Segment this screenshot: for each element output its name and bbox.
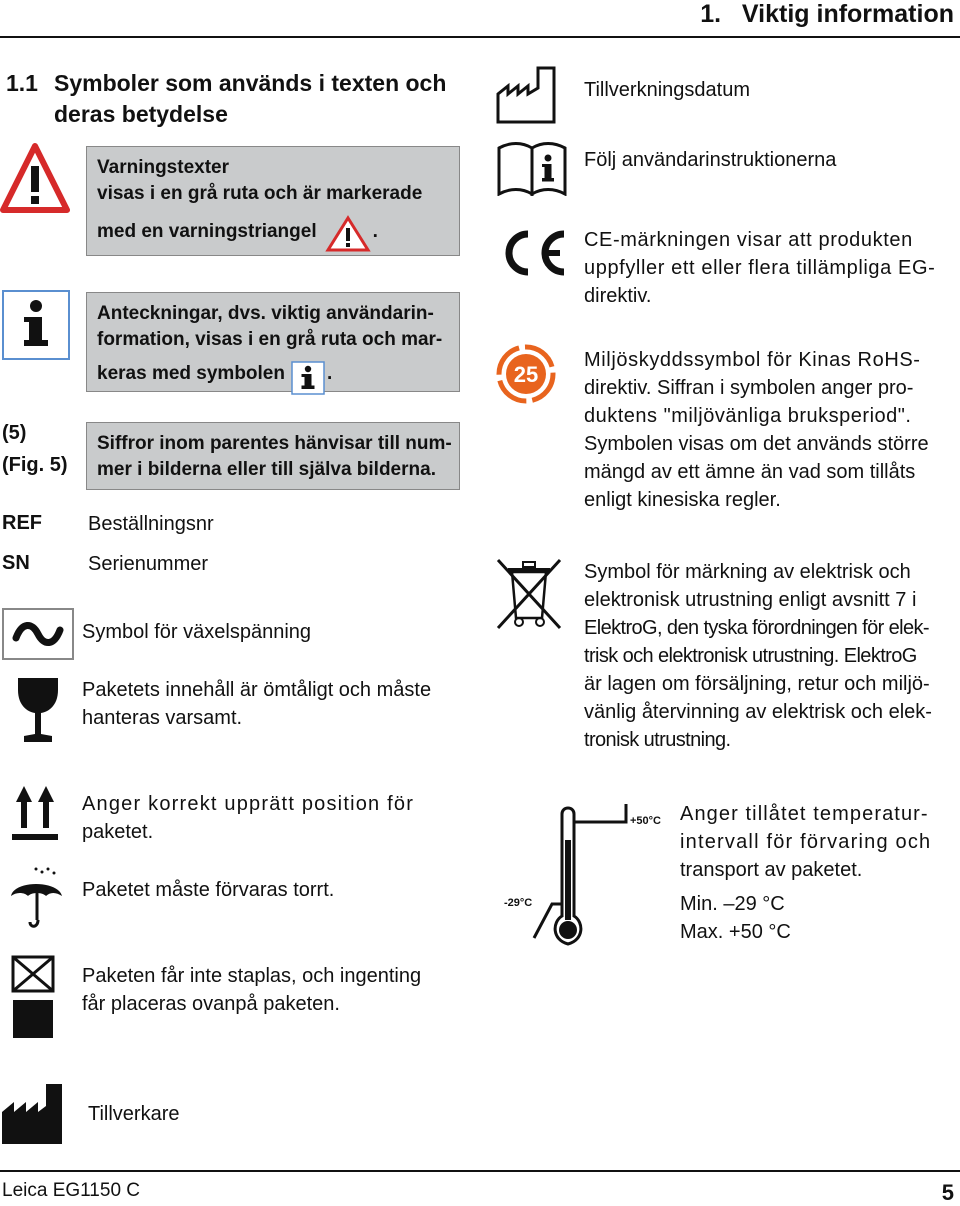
fragile-line2: hanteras varsamt. — [82, 707, 243, 729]
ce-text — [584, 226, 935, 310]
fragile-glass-icon — [14, 676, 62, 744]
warning-box — [86, 146, 460, 256]
figure-ref-label2: (Fig. 5) — [2, 454, 68, 476]
temp-min: Min. –29 °C — [680, 893, 785, 915]
dry-text: Paketet måste förvaras torrt. — [82, 879, 335, 901]
fragile-line1: Paketets innehåll är ömtåligt och måste — [82, 679, 432, 701]
ref-text: Beställningsnr — [88, 513, 214, 535]
warning-box-line2: visas i en grå ruta och är markerade — [97, 183, 423, 204]
rohs-line6: enligt kinesiska regler. — [584, 489, 781, 511]
weee-text — [584, 558, 932, 754]
notes-box-line3-end: . — [326, 363, 333, 384]
weee-line4: trisk och elektronisk utrustning. ElektroG — [584, 645, 917, 667]
upright-line1: Anger korrekt upprätt position för — [82, 793, 415, 815]
nostack-line2: får placeras ovanpå paketen. — [82, 993, 340, 1015]
nostack-text — [82, 962, 421, 1018]
ce-line3: direktiv. — [584, 285, 652, 307]
manufacturer-text: Tillverkare — [88, 1103, 180, 1125]
page-number: 5 — [941, 1180, 954, 1205]
temp-label-min: -29°C — [504, 897, 533, 909]
alternating-current-icon — [2, 608, 74, 660]
fragile-text — [82, 676, 431, 732]
this-way-up-icon — [10, 784, 60, 842]
notes-box-line1: Anteckningar, dvs. viktig användarin- — [97, 303, 434, 324]
rohs-line1: Miljöskyddssymbol för Kinas RoHS- — [584, 349, 921, 371]
notes-box-line3: keras med symbolen — [97, 363, 285, 384]
temp-line1: Anger tillåtet temperatur- — [680, 803, 929, 825]
section-title-line2: deras betydelse — [54, 101, 228, 127]
china-rohs-25-icon — [496, 344, 556, 404]
ce-mark-icon — [498, 228, 568, 278]
manufacturer-factory-icon — [0, 1082, 64, 1146]
warning-box-line3-end: . — [372, 221, 378, 242]
ref-label: REF — [2, 512, 42, 534]
footer-rule — [0, 1170, 960, 1172]
instructions-book-icon — [496, 140, 568, 196]
no-stacking-icon — [10, 954, 56, 1040]
notes-box — [86, 292, 460, 392]
footer-product: Leica EG1150 C — [2, 1180, 141, 1201]
rohs-text — [584, 346, 929, 514]
mfg-date-text: Tillverkningsdatum — [584, 79, 750, 101]
weee-line7: tronisk utrustning. — [584, 729, 731, 751]
header-rule — [0, 36, 960, 38]
weee-line6: vänlig återvinning av elektrisk och elek- — [584, 701, 932, 723]
upright-text — [82, 790, 414, 846]
temp-line2: intervall för förvaring och — [680, 831, 932, 853]
weee-line2: elektronisk utrustning enligt avsnitt 7 i — [584, 589, 917, 611]
upright-line2: paketet. — [82, 821, 154, 843]
sn-label: SN — [2, 552, 30, 574]
inline-warning-icon — [325, 215, 371, 253]
rohs-line5: mängd av ett ämne än vad som tillåts — [584, 461, 916, 483]
temperature-limit-icon — [500, 800, 670, 950]
temp-text — [680, 800, 931, 946]
weee-crossed-bin-icon — [494, 556, 564, 632]
rohs-line2: direktiv. Siffran i symbolen anger pro- — [584, 377, 914, 399]
figure-ref-line1: Siffror inom parentes hänvisar till num- — [97, 433, 452, 454]
notes-box-line2: formation, visas i en grå ruta och mar- — [97, 329, 443, 350]
nostack-line1: Paketen får inte staplas, och ingenting — [82, 965, 422, 987]
weee-line3: ElektroG, den tyska förordningen för elek- — [584, 617, 929, 639]
section-number: 1.1 — [6, 70, 38, 96]
rohs-number: 25 — [513, 362, 539, 387]
rohs-line4: Symbolen visas om det används större — [584, 433, 929, 455]
ce-line1: CE-märkningen visar att produkten — [584, 229, 913, 251]
section-header: 1. Viktig information — [700, 0, 954, 28]
figure-ref-line2: mer i bilderna eller till själva bilderna. — [97, 459, 436, 480]
warning-box-line3: med en varningstriangel — [97, 221, 317, 242]
sn-text: Serienummer — [88, 553, 209, 575]
section-title-line1: Symboler som används i texten och — [54, 70, 447, 96]
temp-line3: transport av paketet. — [680, 859, 863, 881]
temp-label-max: +50°C — [630, 815, 662, 827]
umbrella-keep-dry-icon — [8, 866, 66, 930]
weee-line1: Symbol för märkning av elektrisk och — [584, 561, 911, 583]
figure-ref-label1: (5) — [2, 422, 27, 444]
rohs-line3: duktens "miljövänliga bruksperiod". — [584, 405, 912, 427]
temp-max: Max. +50 °C — [680, 921, 791, 943]
warning-triangle-icon — [0, 142, 70, 214]
ac-text: Symbol för växelspänning — [82, 621, 312, 643]
manufacturing-date-icon — [496, 66, 562, 124]
ce-line2: uppfyller ett eller flera tillämpliga EG- — [584, 257, 936, 279]
figure-ref-box — [86, 422, 460, 490]
warning-box-line1: Varningstexter — [97, 157, 229, 178]
weee-line5: är lagen om försäljning, retur och miljö- — [584, 673, 930, 695]
ifu-text: Följ användarinstruktionerna — [584, 149, 837, 171]
inline-info-icon — [291, 361, 325, 395]
info-icon — [2, 290, 70, 360]
